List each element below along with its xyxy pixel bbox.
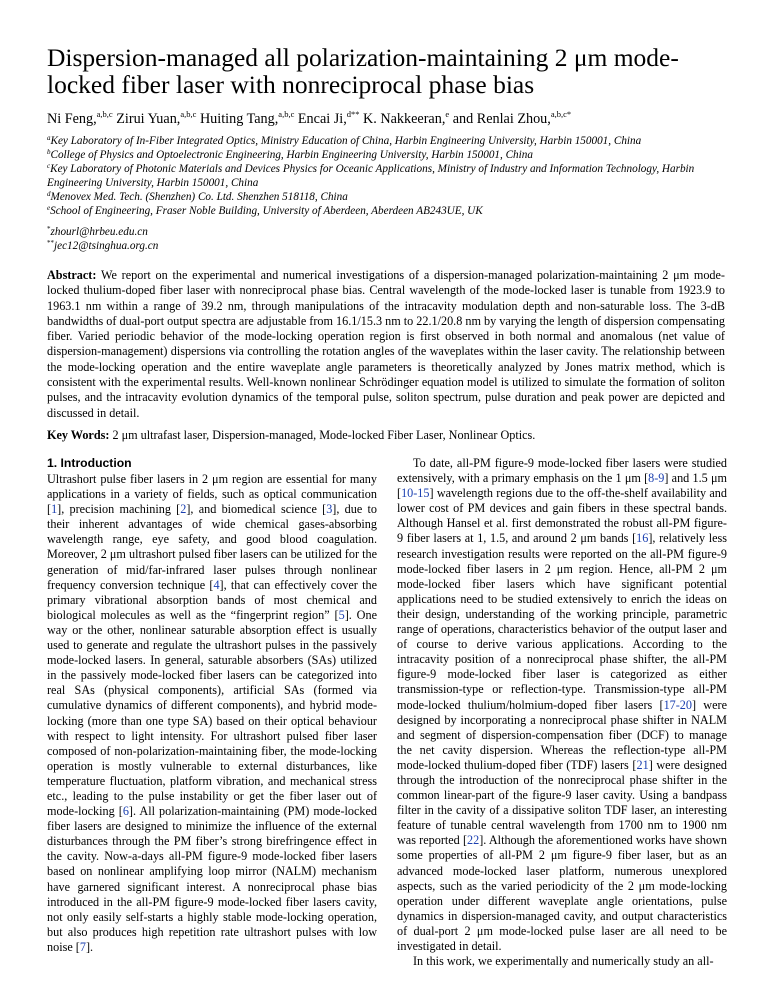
keywords-label: Key Words:	[47, 428, 110, 442]
correspondence-mark: **	[47, 239, 54, 248]
section-heading-introduction: 1. Introduction	[47, 456, 132, 470]
correspondence-emails	[47, 225, 737, 253]
author-affiliation-mark: a,b,c	[278, 109, 295, 119]
citation-link[interactable]: 21	[636, 757, 649, 772]
author-name: and Renlai Zhou,	[449, 111, 551, 127]
affiliation-mark: b	[47, 148, 51, 157]
citation-link[interactable]: 17-20	[663, 697, 692, 712]
abstract-text: We report on the experimental and numerical investigations of a dispersion-managed polarization-maintaining 2 μm mode-locked thulium-doped fiber laser with nonreciprocal phase bias. Central wavelength of the mode-locked laser is tunable from 1923.9 to 1963.1 nm within a range of 39.2 nm, through manipulations of the intracavity modulation depth and non-saturable loss. The 3-dB bandwidths of dual-port output spectra are adjustable from 16.1/15.3 nm to 22.1/20.8 nm by varying the length of dispersion compensating fiber. Varied periodic behavior of the mode-locking operation region is first observed in both normal and anomalous (net value of dispersion-management) dispersions via controlling the rotation angles of the waveplates within the laser cavity. The relationship between the mode-locking operation and the entire waveplate angle parameters is theoretically analyzed by Jones matrix method, which is consistent with the experimental results. Well-known nonlinear Schrödinger equation model is utilized to simulate the formation of soliton pulses, and the intracavity evolution dynamics of the temporal pulse, soliton spectrum, pulse duration and peak power are depicted and discussed in detail.	[47, 268, 725, 420]
author-affiliation-mark: a,b,c	[180, 109, 197, 119]
author-name: Huiting Tang,	[196, 111, 279, 127]
correspondence-item	[47, 225, 737, 239]
citation-link[interactable]: 5	[338, 607, 345, 622]
author-affiliation-mark: a,b,c*	[550, 109, 572, 119]
affiliation-text: College of Physics and Optoelectronic Engineering, Harbin Engineering University, Harbin 150001, China	[50, 149, 533, 162]
citation-link[interactable]: 4	[213, 577, 220, 592]
intro-paragraph-2: To date, all-PM figure-9 mode-locked fiber lasers were studied extensively, with a primary emphasis on the 1 μm [8-9] and 1.5 μm [10-15] wavelength regions due to the off-the-shelf availability and lower cost of PM devices and gain fibers in these spectral bands. Although Hansel et al. first demonstrated the robust all-PM figure-9 fiber lasers at 1, 1.5, and around 2 μm bands [16], relatively less research investigation results were reported on the all-PM figure-9 mode-locked fiber lasers in 2 μm region. Hence, all-PM 2 μm mode-locked fiber lasers which have significant potential applications need to be studied extensively to enrich the ideas on their design, understanding of the working principle, parametric range of operations, characteristics behavior of the output laser and of course to derive various applications. According to the intracavity position of a nonreciprocal phase shifter, the all-PM figure-9 mode-locked fiber laser is categorized as either transmission-type or reflection-type. Transmission-type all-PM mode-locked thulium/holmium-doped fiber lasers [17-20] were designed by incorporating a nonreciprocal phase shifter in NALM and segment of dispersion-compensation fiber (DCF) to manage the net cavity dispersion. Whereas the reflection-type all-PM mode-locked thulium-doped fiber (TDF) lasers [21] were designed through the introduction of the nonreciprocal phase shifter in the common linear-part of the figure-9 laser cavity. Using a bandpass filter in the cavity of a dissipative soliton TDF laser, an interesting feature of tunable central wavelength from 1700 nm to 1900 nm was reported [22]. Although the aforementioned works have shown some properties of all-PM 2 μm figure-9 fiber laser, but as an advanced mode-locked laser platform, numerous unexplored aspects, such as the varied periodicity of the 2 μm mode-locking operation under different waveplate angle orientations, pulse dynamics in dispersion-managed cavity, and output characteristics of dual-port 2 μm mode-locked pulse laser are all need to be investigated in detail.	[397, 456, 728, 953]
keywords-text: 2 μm ultrafast laser, Dispersion-managed, Mode-locked Fiber Laser, Nonlinear Optics.	[109, 428, 536, 442]
affiliation-item	[47, 134, 737, 148]
affiliation-item	[47, 204, 737, 218]
affiliation-item	[47, 190, 737, 204]
abstract-label: Abstract:	[47, 268, 97, 282]
affiliation-mark: d	[47, 190, 51, 199]
author-name: Encai Ji,	[294, 111, 347, 127]
affiliation-text: Menovex Med. Tech. (Shenzhen) Co. Ltd. Shenzhen 518118, China	[50, 191, 348, 204]
author-affiliation-mark: e	[445, 109, 450, 119]
abstract	[47, 268, 725, 421]
intro-paragraph-1: Ultrashort pulse fiber lasers in 2 μm region are essential for many applications in a variety of fields, such as optical communication [1], precision machining [2], and biomedical science [3], due to their inherent advantages of wide chemical gases-absorbing wavelength range, eye safety, and good blood coagulation. Moreover, 2 μm ultrashort pulsed fiber lasers can be utilized for the generation of mid/far-infrared laser pulses through nonlinear frequency conversion technique [4], that can effectively cover the primary vibrational absorption bands of most chemical and biological molecules as well as the “fingerprint region” [5]. One way or the other, nonlinear saturable absorption effect is usually used to generate and regulate the ultrashort pulses in the passively mode-locked lasers. In general, saturable absorbers (SAs) utilized in the passively mode-locked fiber lasers can be categorized into real SAs (physical components), artificial SAs (formed via cumulative dynamics of different components), and hybrid mode-locking (more than one type SA) based on their optical behaviour with respect to light intensity. For ultrashort pulsed fiber laser composed of non-polarization-maintaining fiber, the mode-locking operation is mostly vulnerable to external disturbances, like temperature fluctuation, platform vibration, and mechanical stress etc., leading to the pulse instability or get the fiber laser out of mode-locking [6]. All polarization-maintaining (PM) mode-locked fiber lasers are designed to minimize the influence of the external disturbances through the PM fiber’s strong birefringence effect in the cavity. Now-a-days all-PM figure-9 mode-locked fiber lasers based on nonlinear amplifying loop mirror (NALM) mechanism have garnered significant interest. A nonreciprocal phase bias introduced in the all-PM figure-9 mode-locked fiber lasers cavity, not only easily self-starts a highly stable mode-locking operation, but also produces high repetition rate ultrashort pulses with low noise [7].	[47, 472, 377, 954]
author-affiliation-mark: a,b,c	[96, 109, 113, 119]
author-list	[47, 110, 737, 128]
affiliation-item	[47, 162, 737, 190]
left-column	[47, 456, 377, 955]
citation-link[interactable]: 6	[122, 804, 129, 819]
citation-link[interactable]: 10-15	[401, 486, 430, 501]
correspondence-item	[47, 239, 737, 253]
paper-title: Dispersion-managed all polarization-maintaining 2 μm mode-locked fiber laser with nonreciprocal phase bias	[47, 43, 679, 99]
citation-link[interactable]: 2	[180, 502, 187, 517]
citation-link[interactable]: 22	[467, 833, 480, 848]
citation-link[interactable]: 8-9	[648, 471, 665, 486]
affiliation-list	[47, 134, 737, 219]
affiliation-text: Key Laboratory of In-Fiber Integrated Optics, Ministry Education of China, Harbin Engineering University, Harbin 150001, China	[50, 135, 642, 147]
email-link[interactable]: jec12@tsinghua.org.cn	[54, 240, 159, 253]
author-affiliation-mark: d**	[346, 109, 360, 119]
affiliation-item	[47, 148, 737, 162]
right-column	[397, 456, 727, 969]
affiliation-mark: a	[47, 134, 51, 142]
affiliation-text: School of Engineering, Fraser Noble Building, University of Aberdeen, Aberdeen AB243UE, UK	[50, 205, 483, 218]
author-name: Zirui Yuan,	[112, 111, 181, 127]
citation-link[interactable]: 16	[636, 531, 649, 546]
author-name: K. Nakkeeran,	[359, 111, 446, 127]
affiliation-mark: c	[47, 162, 51, 171]
citation-link[interactable]: 3	[326, 502, 333, 517]
citation-link[interactable]: 7	[79, 939, 86, 954]
keywords	[47, 428, 725, 443]
affiliation-text: Key Laboratory of Photonic Materials and Devices Physics for Oceanic Applications, Ministry of Industry and Information Technology, Harbin Engineering University, Harbin 150001, China	[47, 163, 695, 190]
citation-link[interactable]: 1	[51, 502, 58, 517]
intro-paragraph-3: In this work, we experimentally and numerically study an all-	[413, 954, 714, 969]
affiliation-mark: e	[47, 204, 51, 213]
email-link[interactable]: zhourl@hrbeu.edu.cn	[50, 226, 148, 238]
author-name: Ni Feng,	[47, 111, 97, 127]
correspondence-mark: *	[47, 225, 51, 233]
